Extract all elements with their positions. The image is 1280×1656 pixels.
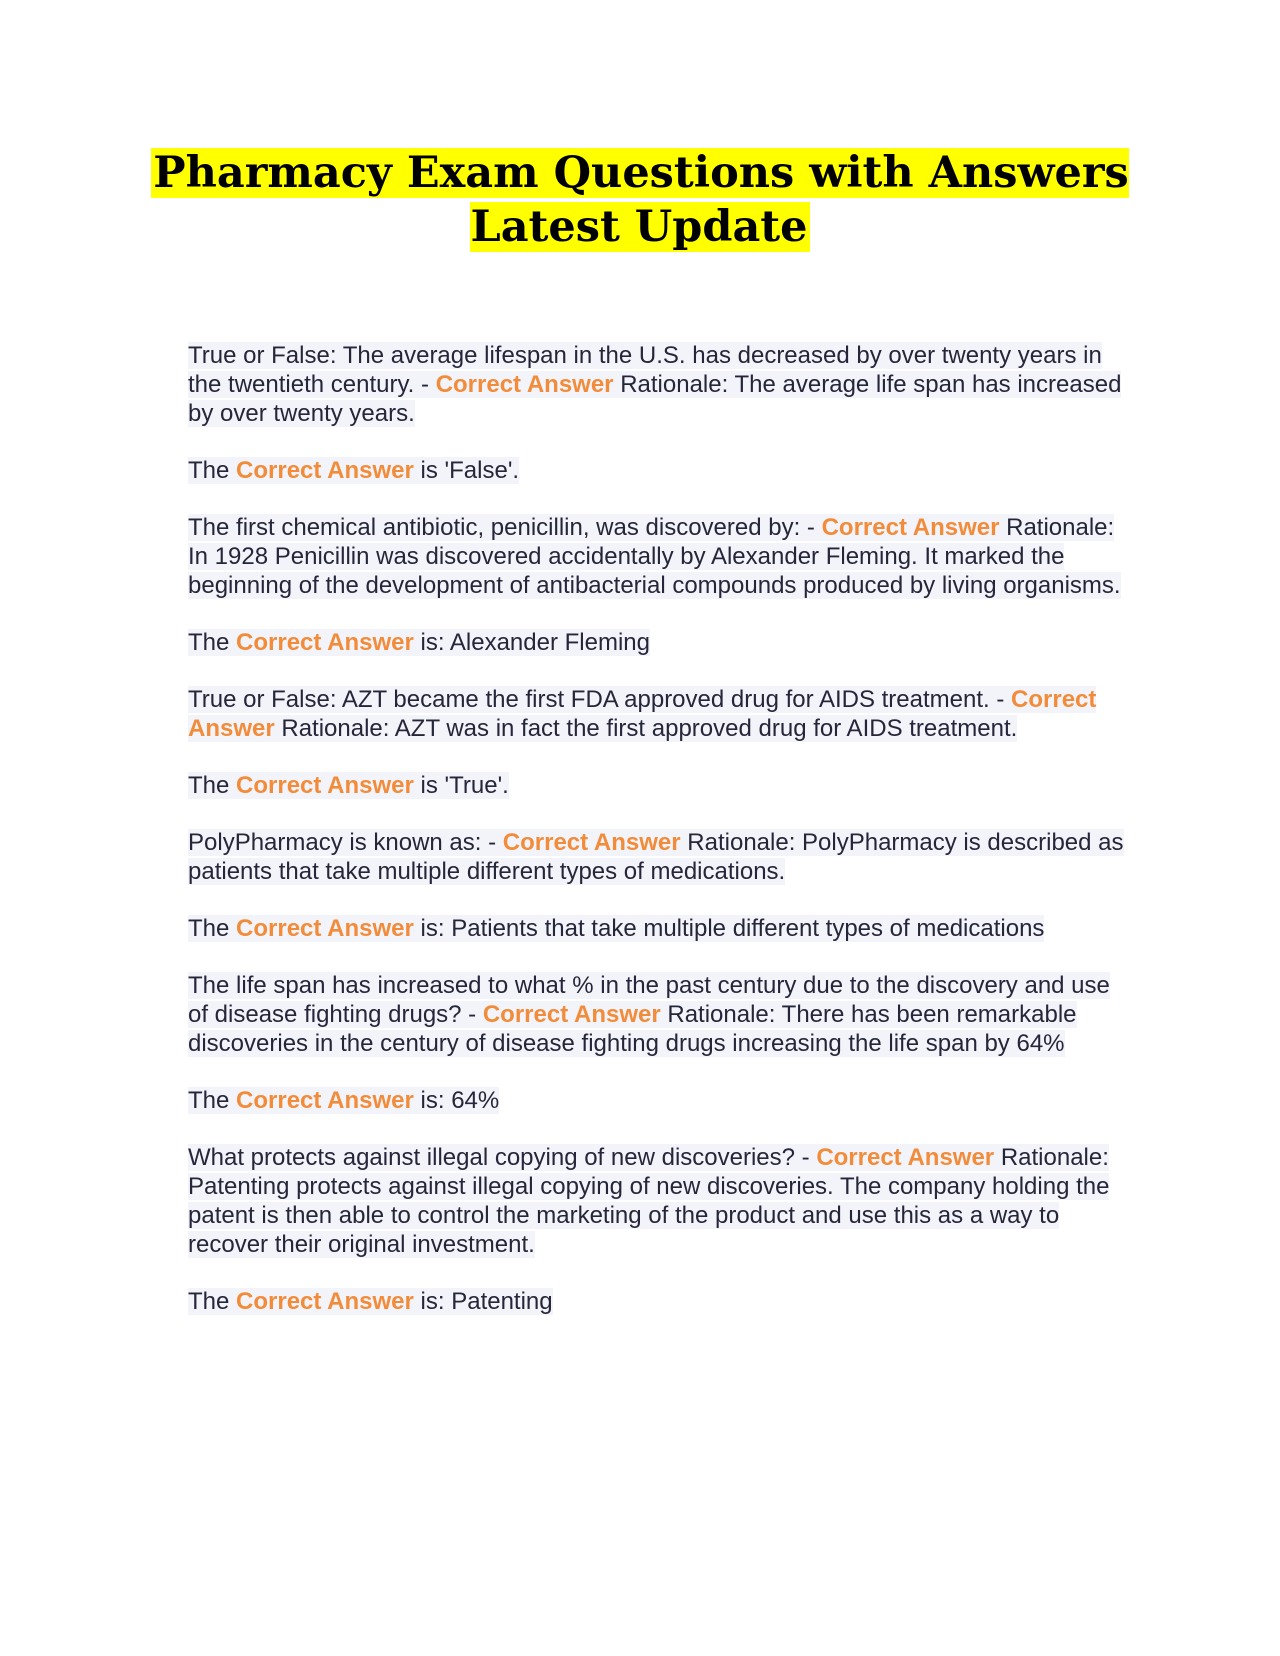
question-text: What protects against illegal copying of new discoveries? - [188, 1144, 817, 1171]
rationale-text: Rationale: In 1928 Penicillin was discovered accidentally by Alexander Fleming. It marked the beginning of the development of antibacterial compounds produced by living organisms. [188, 514, 1121, 599]
correct-answer-label: Correct Answer [236, 1288, 414, 1315]
rationale-text: Rationale: The average life span has increased by over twenty years. [188, 371, 1122, 427]
question-paragraph-2 [188, 513, 1128, 600]
answer-paragraph-5 [188, 1086, 1128, 1115]
answer-prefix: The [188, 772, 237, 799]
answer-text: is: Patenting [413, 1288, 553, 1315]
correct-answer-label: Correct Answer [821, 514, 1000, 541]
answer-prefix: The [188, 457, 237, 484]
question-text: The life span has increased to what % in the past century due to the discovery and use of disease fighting drugs? - [188, 972, 1110, 1028]
question-paragraph-3 [188, 685, 1128, 743]
correct-answer-label: Correct Answer [236, 772, 414, 799]
answer-prefix: The [188, 629, 237, 656]
qa-list [188, 341, 1128, 1344]
question-text: PolyPharmacy is known as: - [188, 829, 503, 856]
answer-paragraph-1 [188, 456, 1128, 485]
answer-text: is: Alexander Fleming [413, 629, 650, 656]
correct-answer-label: Correct Answer [816, 1144, 995, 1171]
correct-answer-label: Correct Answer [435, 371, 614, 398]
rationale-text: Rationale: AZT was in fact the first approved drug for AIDS treatment. [274, 715, 1018, 742]
correct-answer-label: Correct Answer [236, 915, 414, 942]
correct-answer-label: Correct Answer [236, 1087, 414, 1114]
answer-prefix: The [188, 915, 237, 942]
question-text: True or False: The average lifespan in the U.S. has decreased by over twenty years in the twentieth century. - [188, 342, 1102, 398]
rationale-text: Rationale: Patenting protects against illegal copying of new discoveries. The company holding the patent is then able to control the marketing of the product and use this as a way to recover their original investment. [188, 1144, 1110, 1258]
answer-prefix: The [188, 1288, 237, 1315]
answer-text: is: Patients that take multiple different types of medications [413, 915, 1045, 942]
correct-answer-label: Correct Answer [482, 1001, 661, 1028]
answer-text: is 'False'. [413, 457, 520, 484]
question-text: True or False: AZT became the first FDA approved drug for AIDS treatment. - [188, 686, 1012, 713]
page-title [140, 146, 1140, 254]
answer-text: is 'True'. [413, 772, 509, 799]
answer-prefix: The [188, 1087, 237, 1114]
question-paragraph-1 [188, 341, 1128, 428]
answer-paragraph-2 [188, 628, 1128, 657]
answer-text: is: 64% [413, 1087, 500, 1114]
correct-answer-label: Correct Answer [502, 829, 681, 856]
question-paragraph-4 [188, 828, 1128, 886]
correct-answer-label: Correct Answer [236, 457, 414, 484]
answer-paragraph-6 [188, 1287, 1128, 1316]
page-title-text: Pharmacy Exam Questions with Answers Latest Update [153, 148, 1129, 252]
answer-paragraph-3 [188, 771, 1128, 800]
rationale-text: Rationale: There has been remarkable discoveries in the century of disease fighting drugs increasing the life span by 64% [188, 1001, 1077, 1057]
question-paragraph-5 [188, 971, 1128, 1058]
rationale-text: Rationale: PolyPharmacy is described as patients that take multiple different types of medications. [188, 829, 1124, 885]
answer-paragraph-4 [188, 914, 1128, 943]
question-paragraph-6 [188, 1143, 1128, 1259]
correct-answer-label: Correct Answer [236, 629, 414, 656]
question-text: The first chemical antibiotic, penicillin, was discovered by: - [188, 514, 822, 541]
correct-answer-label: Correct Answer [188, 686, 1097, 742]
